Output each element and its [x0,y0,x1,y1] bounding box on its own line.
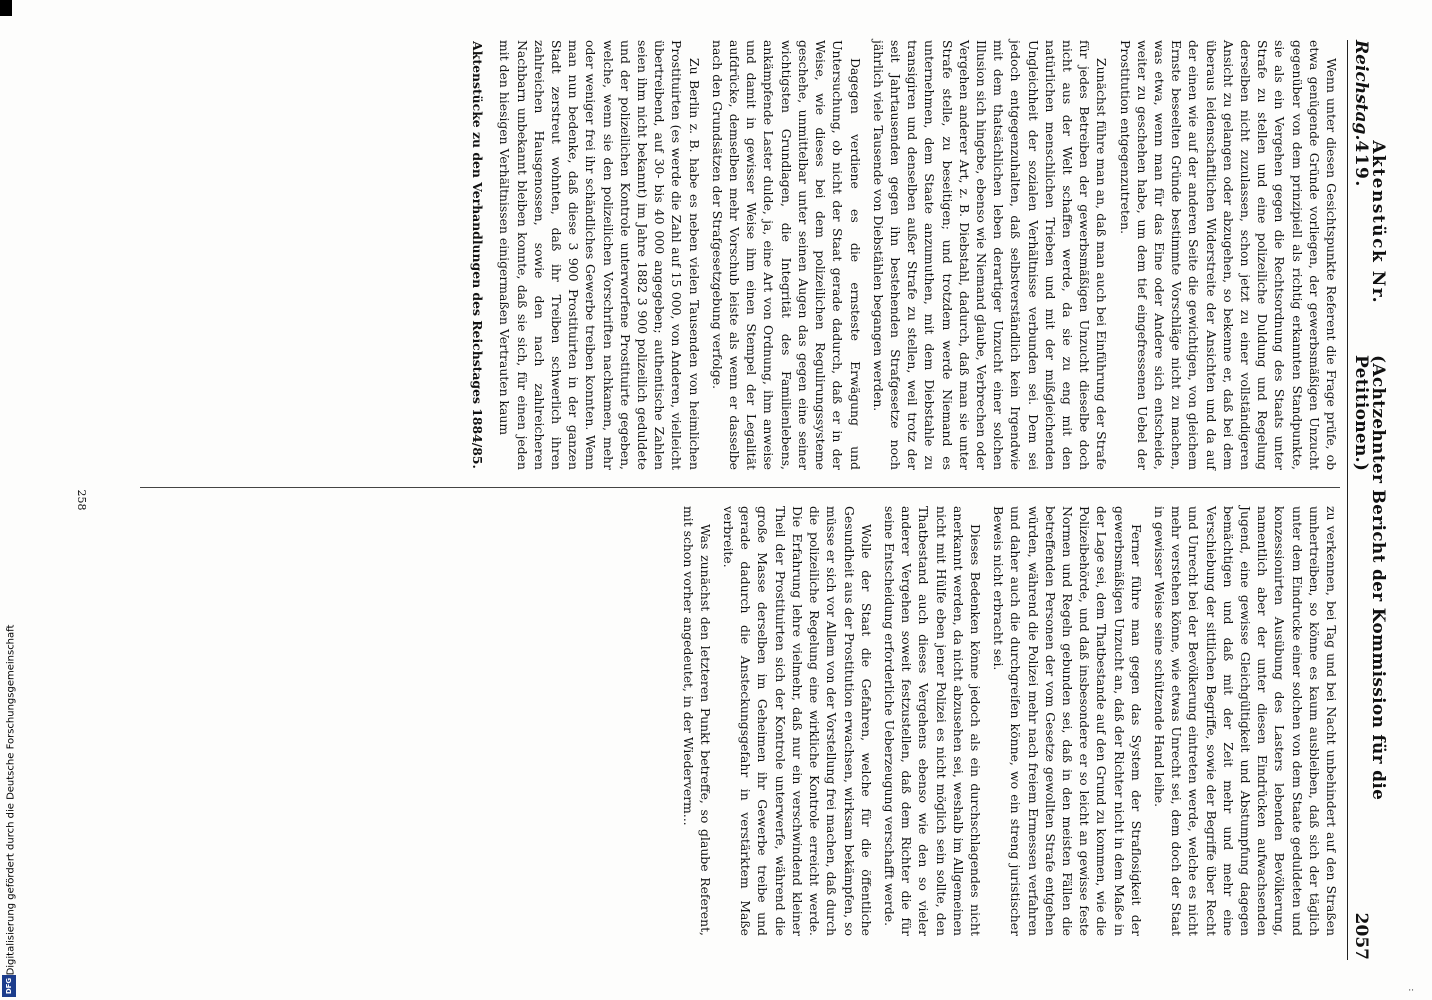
dfg-logo [2,975,16,997]
paragraph: Wolle der Staat die Gefahren, welche für die öffentliche Gesundheit aus der Prostitution erwachsen, wirksam bekämpfen, so müsse er sich vor Allem von der Vorstellung frei machen, daß durch die polizeiliche Regelung eine wirkliche Kontrole erreicht werde. Die Erfahrung lehre vielmehr, daß nur ein verschwindend kleiner Theil der Prostituirten sich der Kontrole unterwerfe, während die große Masse derselben im Geheimen ihr Gewerbe treibe und gerade dadurch die Ansteckungsgefahr in verstärktem Maße verbreite. [721,506,874,936]
paragraph: Ferner führe man gegen das System der Straflosigkeit der gewerbsmäßigen Unzucht an, daß der Richter nicht in dem Maße in der Lage sei, dem Thatbestande auf den Grund zu kommen, wie die Polizeibehörde, und daß insbesondere er so leicht an gewisse feste Normen und Regeln gebunden sei, daß in den meisten Fällen die betreffenden Personen der vom Gesetze gewollten Strafe entgehen würden, während die Polizei mehr nach freiem Ermessen verfahren und daher auch die durchgreifen könne, wo ein streng juristischer Beweis nicht erbracht sei. [991,506,1144,936]
paragraph: Wenn unter diesen Gesichtspunkte Referent die Frage prüfe, ob etwa genügende Gründe vorliegen, der gewerbsmäßigen Unzucht gegenüber von dem prinzipiell als richtig erkannten Standpunkte, sie als ein Vergehen gegen die Rechtsordnung des Staats unter Strafe zu stellen und eine polizeiliche Duldung und Regelung derselben nicht zuzulassen, schon jetzt zu einer vollständigeren Ansicht zu gelangen oder abzugehen, so bekenne er, daß bei dem überaus leidenschaftlichen Widerstreite der Ansichten und da auf der einen wie auf der anderen Seite die gewichtigen, von gleichem Ernste beseelten Gründe bestimmte Vorschläge nicht zu machen, was etwa, wenn man für das Eine oder Andere sich entscheide, weiter zu geschehen habe, um dem tief eingefressenen Uebel der Prostitution entgegenzutreten. [1117,40,1339,470]
header-reichstag: Reichstag. [1351,40,1372,141]
paragraph: Dagegen verdiene es die ernsteste Erwägung und Untersuchung, ob nicht der Staat gerade dadurch, daß er in der Weise, wie dieses bei dem polizeilichen Regulirungssysteme geschehe, unmittelbar unter seinen Augen das gegen eine seiner wichtigsten Grundlagen, die Integrität des Familienlebens, ankämpfende Laster dulde, ja, eine Art von Ordnung, ihm anweise und damit in gewisser Weise ihm einen Stempel der Legalität aufdrücke, demselben mehr Vorschub leiste als wenn er dasselbe nach den Grundsätzen der Strafgesetzgebung verfolge. [709,40,863,470]
page-header [1347,40,1389,960]
footer-page-number: 258 [75,489,88,511]
text-column-right [673,506,1340,936]
scan-corner-mark: ·· [1408,986,1414,996]
digitization-caption [4,602,18,998]
paragraph: zu verkennen, bei Tag und bei Nacht unbehindert auf den Straßen umhertreiben, so könne es kaum ausbleiben, daß sich der täglich unter dem Eindrucke einer solchen von dem Staate geduldeten und konzessionirten Ausübung des Lasters lebenden Bevölkerung, namentlich aber der unter diesen Eindrücken aufwachsenden Jugend, eine gewisse Gleichgültigkeit und Abstumpfung dagegen bemächtigen und daß mit der Zeit mehr und mehr eine Verschiebung der sittlichen Begriffe, sowie der Begriffe über Recht und Unrecht bei der Bevölkerung eintreten werde, welche es nicht mehr verstehen könne, wie etwas Unrecht sei, dem doch der Staat in gewisser Weise seine schützende Hand leihe. [1151,506,1339,936]
scan-edge-mark [0,0,12,16]
volume-footer: Aktenstücke zu den Verhandlungen des Reichstages 1884/85. [470,41,486,469]
dfg-logo-text: DFG [5,977,13,995]
header-document-number: Aktenstück Nr. 419. [1351,140,1389,305]
header-title: (Achtzehnter Bericht der Kommission für die Petitionen.) [1351,355,1389,801]
digitization-caption-text: Digitalisierung gefördert durch die Deutsche Forschungsgemeinschaft [5,624,17,976]
paragraph: Dieses Bedenken könne jedoch als ein durchschlagendes nicht anerkannt werden, da nicht abzusehen sei, weshalb im Allgemeinen nicht mit Hülfe eben jener Polizei es nicht möglich sein sollte, den Thatbestand auch dieses Vergehens ebenso wie den so vieler anderer Vergehen soweit festzustellen, daß dem Richter die für seine Entscheidung erforderliche Ueberzeugung verschafft werde. [881,506,983,936]
column-divider [140,487,1340,488]
paragraph: Zunächst führe man an, daß man auch bei Einführung der Strafe für jedes Betreiben der gewerbsmäßigen Unzucht dieselbe doch nicht aus der Welt schaffen werde, da sie zu eng mit den natürlichen menschlichen Trieben und mit der mißgleichenden Ungleichheit der sozialen Verhältnisse verbunden sei. Dem sei jedoch entgegenzuhalten, daß selbstverständlich kein Irgendwie mit dem thatsächlichen leben derartiger Unzucht einer solchen Illusion sich hingebe, ebenso wie Niemand glaube, Verbrechen oder Vergehen anderer Art, z. B. Diebstahl, dadurch, daß man sie unter Strafe stelle, zu beseitigen; und trotzdem werde Niemand es unternehmen, dem Staate anzumuthen, mit dem Diebstahle zu transigiren und denselben außer Strafe zu stellen, weil trotz der seit Jahrtausenden gegen ihn bestehenden Strafgesetze noch jährlich viele Tausende von Diebstählen begangen werden. [870,40,1110,470]
paragraph: Was zunächst den letzteren Punkt betreffe, so glaube Referent, mit schon vorher angedeutet, in der Wiederverm... [680,506,713,936]
rotated-document-page [58,0,1418,1000]
header-page-number: 2057 [1351,912,1372,960]
text-column-left [463,40,1340,470]
paragraph: Zu Berlin z. B. habe es neben vielen Tausenden von heimlichen Prostituirten (es werde die Zahl auf 15 000, von Anderen, vielleicht übertreibend, auf 30- bis 40 000 angegeben; authentische Zahlen seien ihm nicht bekannt) im Jahre 1882 3 900 polizeilich geduldete und der polizeilichen Kontrole unterworfene Prostituirte gegeben, welche, wenn sie den polizeilichen Vorschriften nachkamen, mehr oder weniger frei ihr schändliches Gewerbe treiben konnten. Wenn man nun bedenke, daß diese 3 900 Prostituirten in der ganzen Stadt zerstreut wohnten, daß ihr Treiben schwerlich ihren zahlreichen Hausgenossen, sowie den nach zahlreicheren Nachbarn unbekannt bleiben konnte, daß sie sich, für einen jeden mit den hiesigen Verhältnissen einigermaßen Vertrauten kaum [497,40,702,470]
